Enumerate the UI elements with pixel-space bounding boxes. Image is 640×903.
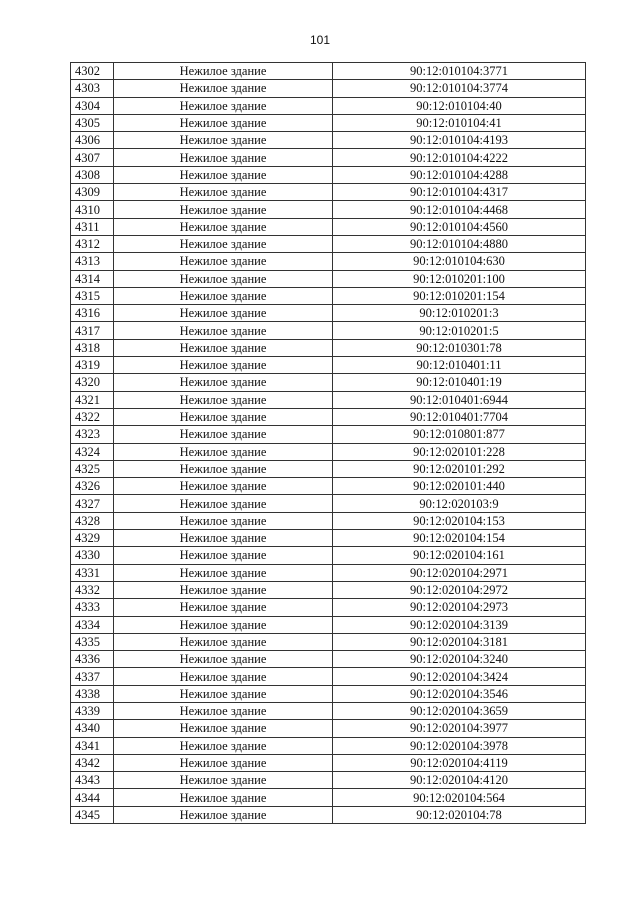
row-number-cell: 4339: [71, 702, 114, 719]
object-type-cell: Нежилое здание: [114, 253, 333, 270]
row-number-cell: 4319: [71, 357, 114, 374]
row-number-cell: 4317: [71, 322, 114, 339]
object-type-cell: Нежилое здание: [114, 460, 333, 477]
row-number-cell: 4315: [71, 287, 114, 304]
table-row: [71, 702, 586, 719]
object-type-cell: Нежилое здание: [114, 530, 333, 547]
row-number-cell: 4306: [71, 132, 114, 149]
cadastral-number-cell: 90:12:010104:4193: [333, 132, 586, 149]
cadastral-number-cell: 90:12:010104:40: [333, 97, 586, 114]
object-type-cell: Нежилое здание: [114, 651, 333, 668]
row-number-cell: 4344: [71, 789, 114, 806]
cadastral-number-cell: 90:12:020104:161: [333, 547, 586, 564]
object-type-cell: Нежилое здание: [114, 599, 333, 616]
row-number-cell: 4302: [71, 63, 114, 80]
registry-table: [70, 62, 586, 824]
cadastral-number-cell: 90:12:010301:78: [333, 339, 586, 356]
cadastral-number-cell: 90:12:020104:154: [333, 530, 586, 547]
object-type-cell: Нежилое здание: [114, 633, 333, 650]
table-row: [71, 374, 586, 391]
object-type-cell: Нежилое здание: [114, 668, 333, 685]
object-type-cell: Нежилое здание: [114, 512, 333, 529]
table-row: [71, 132, 586, 149]
object-type-cell: Нежилое здание: [114, 114, 333, 131]
cadastral-number-cell: 90:12:010201:5: [333, 322, 586, 339]
object-type-cell: Нежилое здание: [114, 184, 333, 201]
object-type-cell: Нежилое здание: [114, 270, 333, 287]
registry-table-body: [71, 63, 586, 824]
table-row: [71, 668, 586, 685]
row-number-cell: 4327: [71, 495, 114, 512]
row-number-cell: 4313: [71, 253, 114, 270]
object-type-cell: Нежилое здание: [114, 63, 333, 80]
cadastral-number-cell: 90:12:010104:3774: [333, 80, 586, 97]
table-row: [71, 789, 586, 806]
row-number-cell: 4329: [71, 530, 114, 547]
row-number-cell: 4335: [71, 633, 114, 650]
row-number-cell: 4332: [71, 581, 114, 598]
table-row: [71, 512, 586, 529]
object-type-cell: Нежилое здание: [114, 754, 333, 771]
table-row: [71, 651, 586, 668]
row-number-cell: 4314: [71, 270, 114, 287]
cadastral-number-cell: 90:12:020104:2972: [333, 581, 586, 598]
object-type-cell: Нежилое здание: [114, 287, 333, 304]
cadastral-number-cell: 90:12:020104:3659: [333, 702, 586, 719]
object-type-cell: Нежилое здание: [114, 305, 333, 322]
object-type-cell: Нежилое здание: [114, 806, 333, 823]
table-row: [71, 253, 586, 270]
row-number-cell: 4343: [71, 772, 114, 789]
row-number-cell: 4338: [71, 685, 114, 702]
cadastral-number-cell: 90:12:020103:9: [333, 495, 586, 512]
table-row: [71, 460, 586, 477]
row-number-cell: 4305: [71, 114, 114, 131]
table-row: [71, 737, 586, 754]
cadastral-number-cell: 90:12:010104:4288: [333, 166, 586, 183]
object-type-cell: Нежилое здание: [114, 339, 333, 356]
table-row: [71, 305, 586, 322]
table-row: [71, 322, 586, 339]
table-row: [71, 754, 586, 771]
cadastral-number-cell: 90:12:010104:4880: [333, 235, 586, 252]
table-row: [71, 287, 586, 304]
cadastral-number-cell: 90:12:010401:19: [333, 374, 586, 391]
cadastral-number-cell: 90:12:020104:564: [333, 789, 586, 806]
table-row: [71, 547, 586, 564]
row-number-cell: 4310: [71, 201, 114, 218]
table-row: [71, 357, 586, 374]
row-number-cell: 4345: [71, 806, 114, 823]
object-type-cell: Нежилое здание: [114, 443, 333, 460]
row-number-cell: 4336: [71, 651, 114, 668]
table-row: [71, 408, 586, 425]
row-number-cell: 4320: [71, 374, 114, 391]
cadastral-number-cell: 90:12:020104:3977: [333, 720, 586, 737]
object-type-cell: Нежилое здание: [114, 702, 333, 719]
table-row: [71, 426, 586, 443]
row-number-cell: 4331: [71, 564, 114, 581]
object-type-cell: Нежилое здание: [114, 218, 333, 235]
cadastral-number-cell: 90:12:010201:3: [333, 305, 586, 322]
cadastral-number-cell: 90:12:010201:154: [333, 287, 586, 304]
table-row: [71, 495, 586, 512]
object-type-cell: Нежилое здание: [114, 408, 333, 425]
object-type-cell: Нежилое здание: [114, 166, 333, 183]
object-type-cell: Нежилое здание: [114, 97, 333, 114]
object-type-cell: Нежилое здание: [114, 374, 333, 391]
table-row: [71, 80, 586, 97]
object-type-cell: Нежилое здание: [114, 426, 333, 443]
cadastral-number-cell: 90:12:010104:630: [333, 253, 586, 270]
object-type-cell: Нежилое здание: [114, 547, 333, 564]
row-number-cell: 4326: [71, 478, 114, 495]
cadastral-number-cell: 90:12:010104:4222: [333, 149, 586, 166]
object-type-cell: Нежилое здание: [114, 80, 333, 97]
cadastral-number-cell: 90:12:020104:153: [333, 512, 586, 529]
cadastral-number-cell: 90:12:010104:3771: [333, 63, 586, 80]
table-row: [71, 166, 586, 183]
row-number-cell: 4304: [71, 97, 114, 114]
cadastral-number-cell: 90:12:020104:4119: [333, 754, 586, 771]
object-type-cell: Нежилое здание: [114, 391, 333, 408]
row-number-cell: 4324: [71, 443, 114, 460]
row-number-cell: 4321: [71, 391, 114, 408]
table-row: [71, 201, 586, 218]
cadastral-number-cell: 90:12:020101:292: [333, 460, 586, 477]
table-row: [71, 270, 586, 287]
table-row: [71, 530, 586, 547]
cadastral-number-cell: 90:12:020104:3546: [333, 685, 586, 702]
cadastral-number-cell: 90:12:020104:3240: [333, 651, 586, 668]
row-number-cell: 4311: [71, 218, 114, 235]
table-row: [71, 478, 586, 495]
cadastral-number-cell: 90:12:020101:440: [333, 478, 586, 495]
object-type-cell: Нежилое здание: [114, 616, 333, 633]
table-row: [71, 685, 586, 702]
row-number-cell: 4328: [71, 512, 114, 529]
page-number: 101: [309, 33, 331, 47]
table-row: [71, 772, 586, 789]
object-type-cell: Нежилое здание: [114, 495, 333, 512]
cadastral-number-cell: 90:12:020104:3978: [333, 737, 586, 754]
table-row: [71, 218, 586, 235]
table-row: [71, 339, 586, 356]
cadastral-number-cell: 90:12:020104:3181: [333, 633, 586, 650]
object-type-cell: Нежилое здание: [114, 149, 333, 166]
row-number-cell: 4337: [71, 668, 114, 685]
object-type-cell: Нежилое здание: [114, 581, 333, 598]
table-row: [71, 616, 586, 633]
row-number-cell: 4308: [71, 166, 114, 183]
table-row: [71, 443, 586, 460]
object-type-cell: Нежилое здание: [114, 322, 333, 339]
row-number-cell: 4318: [71, 339, 114, 356]
cadastral-number-cell: 90:12:010201:100: [333, 270, 586, 287]
object-type-cell: Нежилое здание: [114, 235, 333, 252]
row-number-cell: 4330: [71, 547, 114, 564]
row-number-cell: 4342: [71, 754, 114, 771]
cadastral-number-cell: 90:12:010401:6944: [333, 391, 586, 408]
cadastral-number-cell: 90:12:020104:3139: [333, 616, 586, 633]
cadastral-number-cell: 90:12:010104:4317: [333, 184, 586, 201]
row-number-cell: 4316: [71, 305, 114, 322]
object-type-cell: Нежилое здание: [114, 132, 333, 149]
cadastral-number-cell: 90:12:020101:228: [333, 443, 586, 460]
table-row: [71, 806, 586, 823]
object-type-cell: Нежилое здание: [114, 789, 333, 806]
cadastral-number-cell: 90:12:020104:4120: [333, 772, 586, 789]
row-number-cell: 4341: [71, 737, 114, 754]
table-row: [71, 391, 586, 408]
cadastral-number-cell: 90:12:020104:2971: [333, 564, 586, 581]
object-type-cell: Нежилое здание: [114, 357, 333, 374]
object-type-cell: Нежилое здание: [114, 720, 333, 737]
table-row: [71, 633, 586, 650]
object-type-cell: Нежилое здание: [114, 685, 333, 702]
table-row: [71, 149, 586, 166]
table-row: [71, 114, 586, 131]
row-number-cell: 4333: [71, 599, 114, 616]
object-type-cell: Нежилое здание: [114, 478, 333, 495]
table-row: [71, 720, 586, 737]
table-row: [71, 184, 586, 201]
row-number-cell: 4322: [71, 408, 114, 425]
cadastral-number-cell: 90:12:010104:4560: [333, 218, 586, 235]
cadastral-number-cell: 90:12:020104:78: [333, 806, 586, 823]
row-number-cell: 4312: [71, 235, 114, 252]
row-number-cell: 4323: [71, 426, 114, 443]
table-row: [71, 63, 586, 80]
row-number-cell: 4303: [71, 80, 114, 97]
row-number-cell: 4340: [71, 720, 114, 737]
cadastral-number-cell: 90:12:020104:2973: [333, 599, 586, 616]
row-number-cell: 4325: [71, 460, 114, 477]
cadastral-number-cell: 90:12:020104:3424: [333, 668, 586, 685]
cadastral-number-cell: 90:12:010801:877: [333, 426, 586, 443]
object-type-cell: Нежилое здание: [114, 772, 333, 789]
table-row: [71, 599, 586, 616]
row-number-cell: 4309: [71, 184, 114, 201]
table-row: [71, 581, 586, 598]
table-row: [71, 564, 586, 581]
table-row: [71, 235, 586, 252]
table-row: [71, 97, 586, 114]
cadastral-number-cell: 90:12:010104:41: [333, 114, 586, 131]
cadastral-number-cell: 90:12:010401:11: [333, 357, 586, 374]
row-number-cell: 4307: [71, 149, 114, 166]
object-type-cell: Нежилое здание: [114, 564, 333, 581]
cadastral-number-cell: 90:12:010401:7704: [333, 408, 586, 425]
row-number-cell: 4334: [71, 616, 114, 633]
object-type-cell: Нежилое здание: [114, 201, 333, 218]
object-type-cell: Нежилое здание: [114, 737, 333, 754]
cadastral-number-cell: 90:12:010104:4468: [333, 201, 586, 218]
